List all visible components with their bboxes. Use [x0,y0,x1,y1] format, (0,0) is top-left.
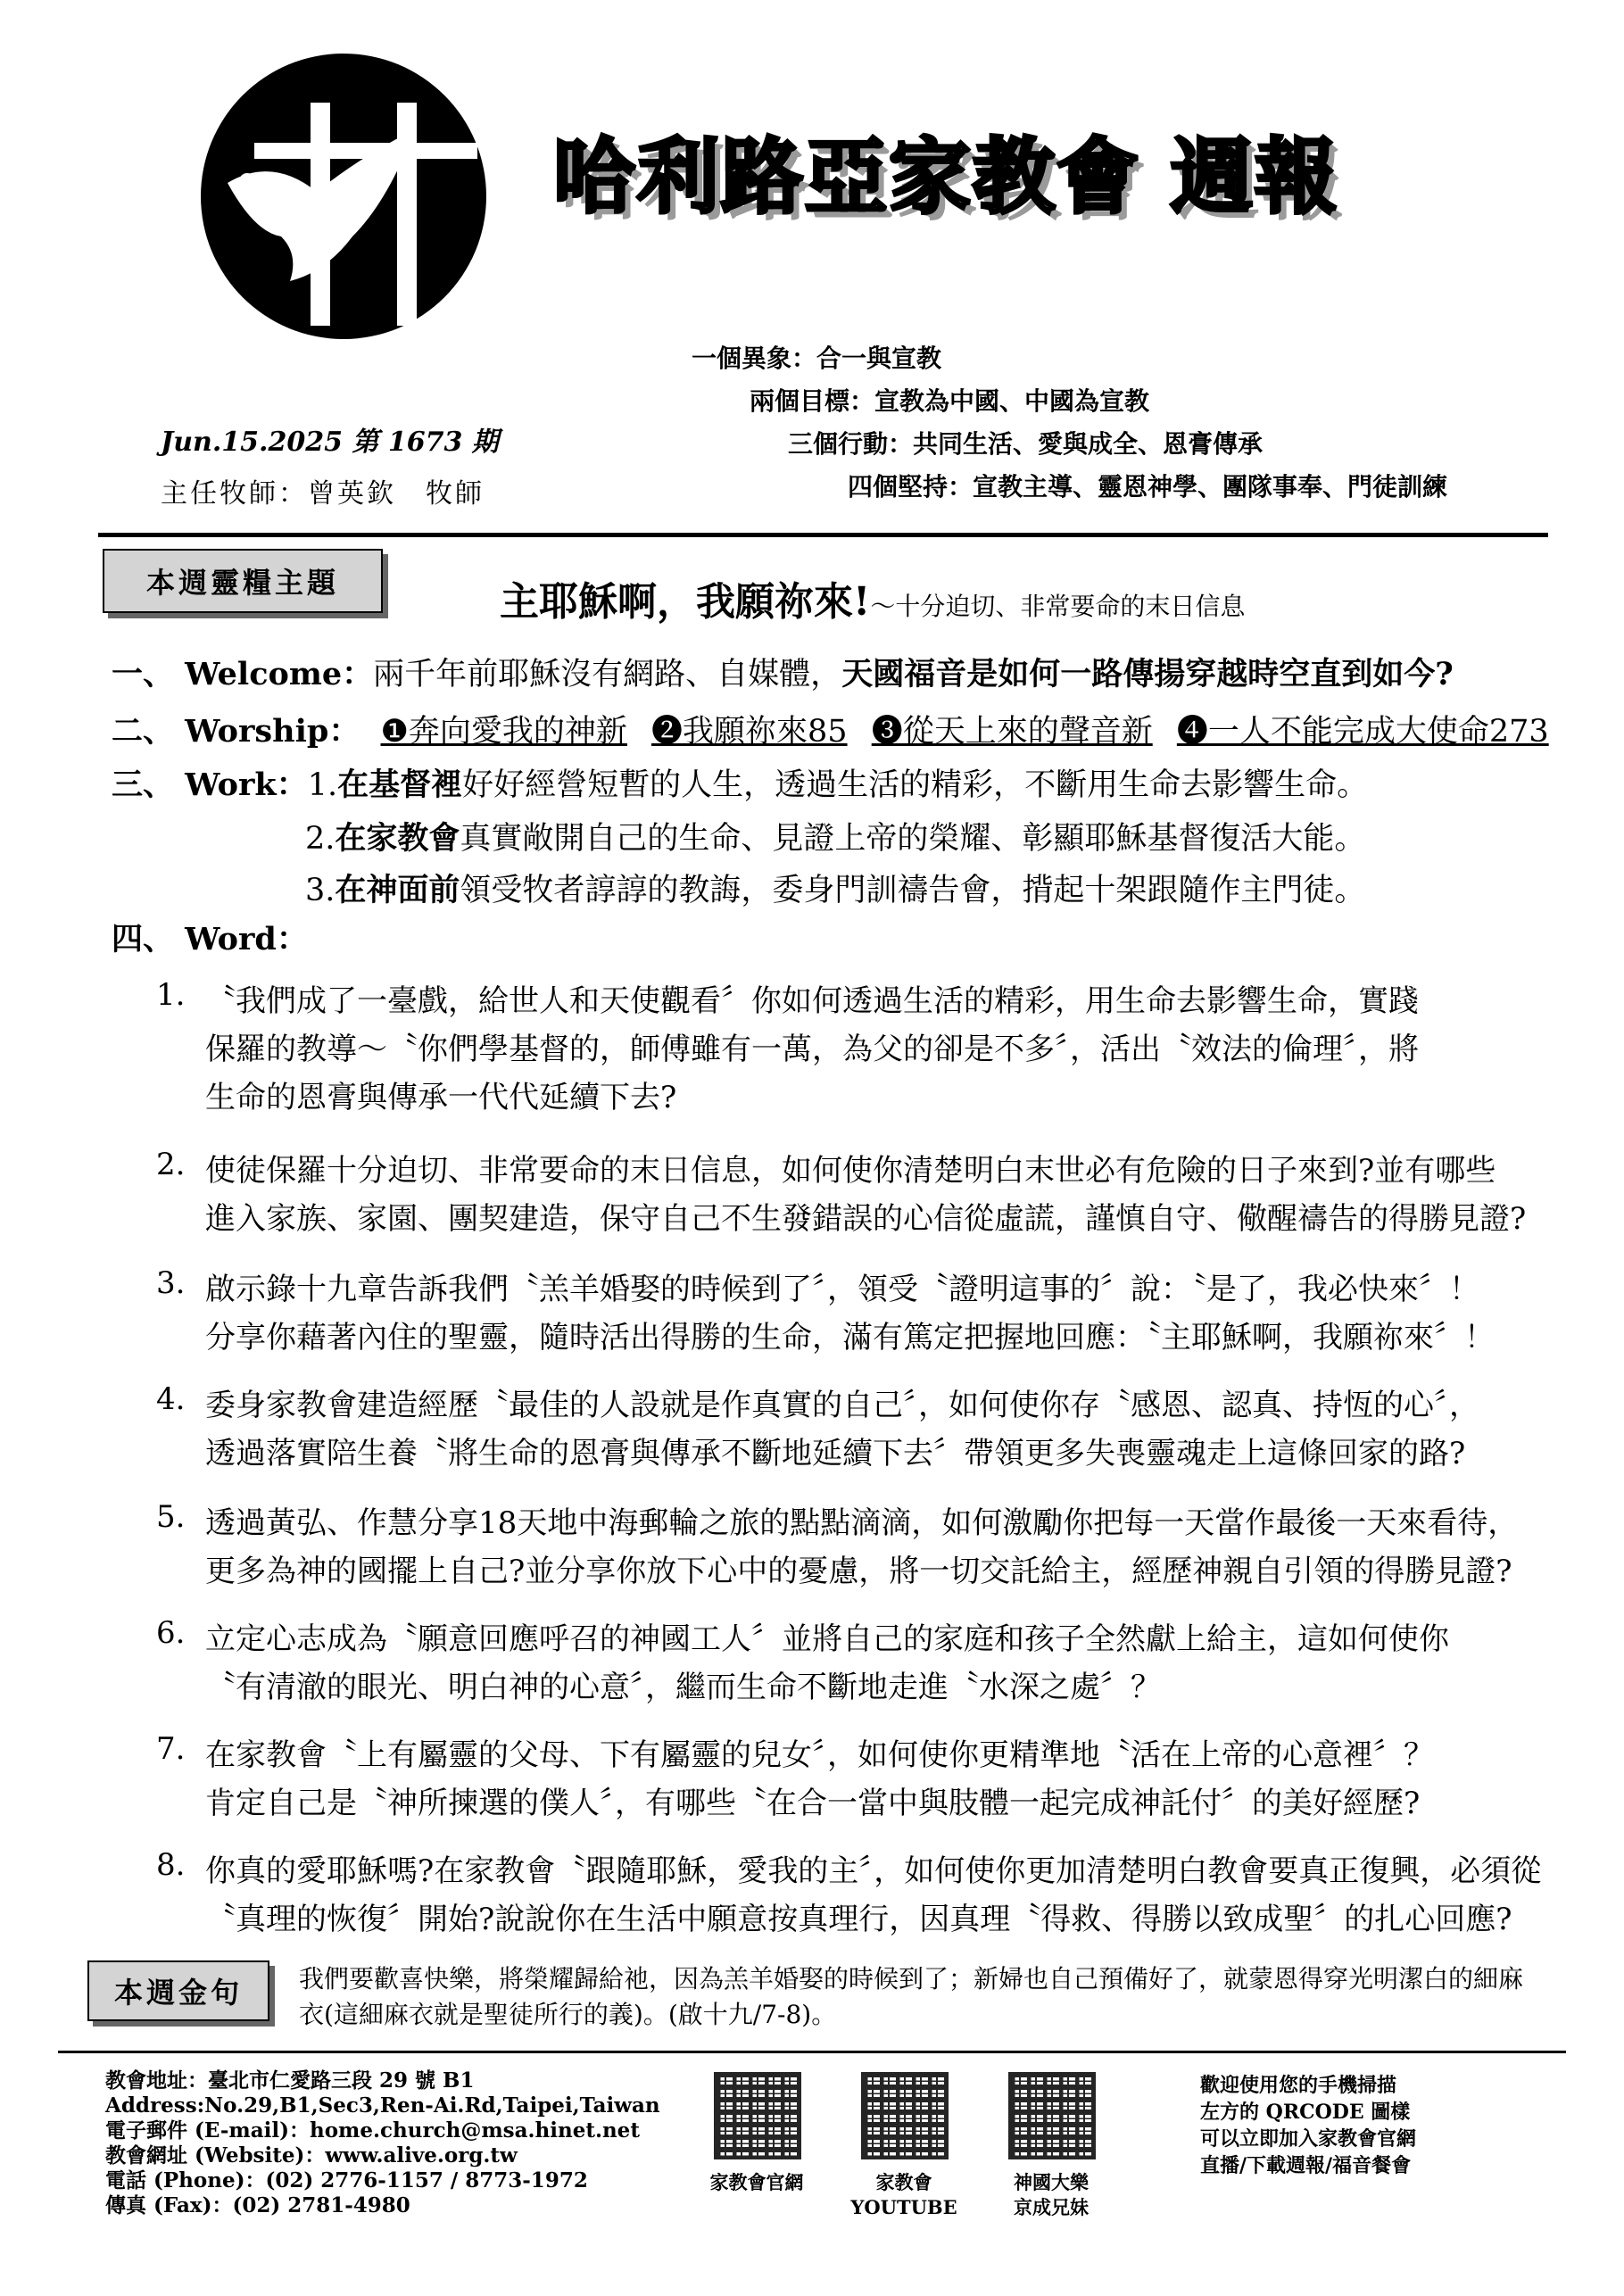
weekly-verse: 我們要歡喜快樂，將榮耀歸給祂，因為羔羊婚娶的時候到了；新婦也自己預備好了，就蒙恩得穿光明潔白的細麻衣(這細麻衣就是聖徒所行的義)。(啟十九/7-8)。 [299,1964,1524,2029]
work-num: 3. [305,873,336,908]
song-link[interactable]: ❸從天上來的聲音新 [871,714,1153,750]
theme-title [500,569,1245,626]
theme-subtitle: ～十分迫切、非常要命的末日信息 [870,592,1246,621]
address-zh: 教會地址：臺北市仁愛路三段 29 號 B1 [105,2068,475,2093]
qr-code-website[interactable] [714,2072,801,2159]
qr-label: 神國大樂 京成兄妹 [1014,2171,1089,2218]
welcome-text: 兩千年前耶穌沒有網路、自媒體， [373,657,842,692]
work-num: 1. [307,767,338,803]
agenda-work-item [305,866,1365,910]
page-title: 哈利路亞家教會 週報 [553,129,1339,225]
question-line: 保羅的教導～〝你們學基督的，師傅雖有一萬，為父的卻是不多〞，活出〝效法的倫理〞，將 [205,1032,1419,1067]
church-logo [192,49,495,344]
question-line: 透過黃弘、作慧分享18天地中海郵輪之旅的點點滴滴，如何激勵你把每一天當作最後一天來看待， [205,1505,1519,1541]
question-line: 委身家教會建造經歷〝最佳的人設就是作真實的自己〞，如何使你存〝感恩、認真、持恆的心〞， [205,1388,1479,1423]
song-link[interactable]: ❶奔向愛我的神新 [380,714,627,750]
address-en: Address:No.29,B1,Sec3,Ren-Ai.Rd,Taipei,Taiwan [105,2093,660,2118]
word-label: 四、 Word： [112,921,308,957]
agenda-word [112,915,308,959]
agenda-work-item [305,814,1365,858]
question-line: 生命的恩膏與傳承一代代延續下去? [205,1080,677,1115]
fax: 傳真 (Fax)：(02) 2781-4980 [105,2193,410,2217]
agenda-welcome [112,650,1454,694]
work-num: 2. [305,821,336,857]
question-line: 分享你藉著內住的聖靈，隨時活出得勝的生命，滿有篤定把握地回應：〝主耶穌啊，我願祢來〞！ [205,1320,1495,1355]
question-line: 使徒保羅十分迫切、非常要命的末日信息，如何使你清楚明白末世必有危險的日子來到?並有哪些 [205,1153,1496,1189]
vision-line: 兩個目標：宣教為中國、中國為宣教 [750,386,1150,416]
welcome-bold: 天國福音是如何一路傳揚穿越時空直到如今? [841,656,1454,692]
question-line: 透過落實陪生養〝將生命的恩膏與傳承不斷地延續下去〞帶領更多失喪靈魂走上這條回家的路? [205,1436,1466,1471]
work-label: 三、 Work： [112,767,308,803]
website[interactable]: 教會網址 (Website)：www.alive.org.tw [105,2143,518,2168]
work-text: 真實敞開自己的生命、見證上帝的榮耀、彰顯耶穌基督復活大能。 [460,821,1366,857]
scan-note-line: 左方的 QRCODE 圖樣 [1200,2101,1411,2124]
question-line: 在家教會〝上有屬靈的父母、下有屬靈的兒女〞，如何使你更精準地〝活在上帝的心意裡〞？ [205,1737,1434,1773]
agenda-work [112,760,1368,805]
theme-title-main: 主耶穌啊，我願祢來! [500,579,871,625]
worship-label: 二、 Worship： [112,713,360,750]
question-number: 2. [156,1147,186,1182]
song-link[interactable]: ❹一人不能完成大使命273 [1176,714,1549,750]
question-number: 4. [156,1381,186,1417]
vision-line: 一個異象：合一與宣教 [692,344,942,373]
email[interactable]: 電子郵件 (E-mail)：home.church@msa.hinet.net [105,2118,640,2143]
question-line: 啟示錄十九章告訴我們〝羔羊婚娶的時候到了〞，領受〝證明這事的〞說：〝是了，我必快來〞！ [205,1272,1479,1307]
qr-label: 家教會 YOUTUBE [850,2171,957,2218]
question-number: 1. [156,977,186,1013]
phone: 電話 (Phone)：(02) 2776-1157 / 8773-1972 [105,2168,588,2192]
theme-tag: 本週靈糧主題 [103,549,383,613]
question-number: 3. [156,1265,186,1301]
qr-code-youtube[interactable] [861,2072,949,2159]
question-line: 你真的愛耶穌嗎?在家教會〝跟隨耶穌，愛我的主〞，如何使你更加清楚明白教會要真正復興，必須從 [205,1853,1542,1889]
question-line: 〝有清澈的眼光、明白神的心意〞，繼而生命不斷地走進〝水深之處〞？ [205,1670,1161,1705]
scan-note-line: 可以立即加入家教會官網 [1200,2127,1417,2151]
work-text: 好好經營短暫的人生，透過生活的精彩，不斷用生命去影響生命。 [462,767,1369,803]
vision-line: 三個行動：共同生活、愛與成全、恩膏傳承 [788,429,1264,459]
divider [58,2051,1566,2053]
question-line: 立定心志成為〝願意回應呼召的神國工人〞並將自己的家庭和孩子全然獻上給主，這如何使你 [205,1621,1449,1657]
agenda-worship [112,707,1549,751]
work-bold: 在基督裡 [337,767,463,803]
contact-info [105,2068,660,2218]
scan-note [1200,2072,1416,2179]
question-number: 5. [156,1499,186,1535]
work-bold: 在家教會 [335,820,460,857]
work-bold: 在神面前 [335,872,460,908]
scan-note-line: 直播/下載週報/福音餐會 [1200,2154,1412,2177]
question-number: 6. [156,1615,186,1651]
question-line: 〝真理的恢復〞開始?說說你在生活中願意按真理行，因真理〝得救、得勝以致成聖〞的扎心回應? [205,1902,1512,1937]
song-link[interactable]: ❷我願祢來85 [651,714,848,750]
question-line: 肯定自己是〝神所揀選的僕人〞，有哪些〝在合一當中與肢體一起完成神託付〞的美好經歷? [205,1786,1421,1821]
question-line: 〝我們成了一臺戲，給世人和天使觀看〞你如何透過生活的精彩，用生命去影響生命，實踐 [205,983,1419,1019]
work-text: 領受牧者諄諄的教誨，委身門訓禱告會，揹起十架跟隨作主門徒。 [460,873,1366,908]
qr-code-music[interactable] [1008,2072,1096,2159]
question-line: 更多為神的國擺上自己?並分享你放下心中的憂慮，將一切交託給主，經歷神親自引領的得勝見證? [205,1554,1512,1589]
question-number: 8. [156,1847,186,1883]
welcome-label: 一、 Welcome： [112,656,374,692]
divider [98,533,1548,537]
qr-label: 家教會官網 [709,2171,804,2193]
scan-note-line: 歡迎使用您的手機掃描 [1200,2074,1397,2097]
vision-line: 四個堅持：宣教主導、靈恩神學、團隊事奉、門徒訓練 [848,472,1448,501]
issue-date: Jun.15.2025 第 1673 期 [161,427,499,458]
question-line: 進入家族、家園、團契建造，保守自己不生發錯誤的心信從虛謊，謹慎自守、儆醒禱告的得勝見證? [205,1201,1527,1237]
pastor-name: 主任牧師：曾英欽 牧師 [161,478,485,510]
verse-tag: 本週金句 [87,1960,269,2021]
question-number: 7. [156,1731,186,1767]
